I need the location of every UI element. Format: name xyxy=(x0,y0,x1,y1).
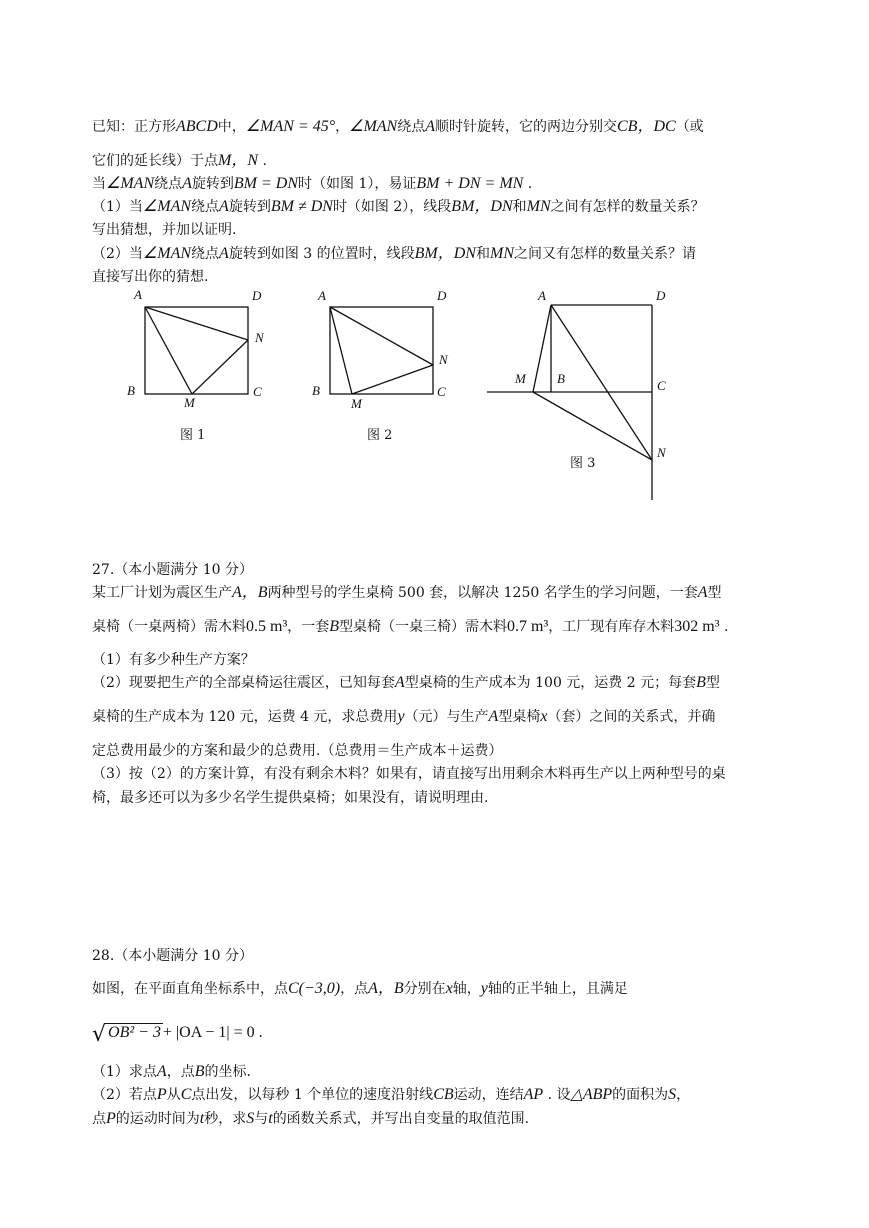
q28-part-1: （1）求点A，点B的坐标. xyxy=(92,1063,251,1080)
q26-part-1-line-1: （1）当∠MAN绕点A旋转到BM ≠ DN时（如图 2），线段BM，DN和MN之间有怎样的数量关系？ xyxy=(92,198,705,215)
fig3-caption: 图 3 xyxy=(570,456,596,471)
q28-header: 28.（本小题满分 10 分） xyxy=(92,948,253,964)
q27-line-1: 某工厂计划为震区生产A，B两种型号的学生桌椅 500 套，以解决 1250 名学生的学习问题，一套A型 xyxy=(92,584,722,601)
q26-line-3: 当∠MAN绕点A旋转到BM = DN时（如图 1），易证BM + DN = MN . xyxy=(92,175,533,192)
fig1-label-C: C xyxy=(253,384,262,399)
q27-part-2-line-3: 定总费用最少的方案和最少的总费用.（总费用＝生产成本＋运费） xyxy=(92,743,503,759)
fig2-label-N: N xyxy=(439,352,448,367)
fig3-line-AN xyxy=(551,305,652,460)
q26-part-2-line-2: 直接写出你的猜想. xyxy=(92,269,209,285)
fig1-square xyxy=(145,307,248,394)
fig3-label-A: A xyxy=(538,288,546,303)
q27-part-1: （1）有多少种生产方案？ xyxy=(92,652,255,668)
fig1-label-A: A xyxy=(134,287,142,302)
figures-svg xyxy=(0,0,869,520)
fig2-label-A: A xyxy=(318,288,326,303)
fig2-label-D: D xyxy=(437,288,447,303)
q26-part-1-line-2: 写出猜想，并加以证明. xyxy=(92,222,237,238)
q27-part-3-line-2: 椅，最多还可以为多少名学生提供桌椅；如果没有，请说明理由. xyxy=(92,790,489,806)
figure-2 xyxy=(330,307,433,394)
fig1-label-M: M xyxy=(184,395,195,410)
fig2-line-MN xyxy=(352,365,433,394)
fig2-label-C: C xyxy=(437,384,446,399)
fig2-label-B: B xyxy=(312,383,320,398)
q28-line-1: 如图，在平面直角坐标系中，点C(−3,0)，点A，B分别在x轴，y轴的正半轴上，且满足 xyxy=(92,980,628,997)
q28-part-2-line-2: 点P的运动时间为t秒，求S与t的函数关系式，并写出自变量的取值范围. xyxy=(92,1110,530,1127)
fig3-label-C: C xyxy=(657,378,666,393)
fig2-line-AN xyxy=(330,307,433,365)
sqrt-expression: √ OB² − 3 xyxy=(92,1022,161,1047)
q27-part-2-line-2: 桌椅的生产成本为 120 元，运费 4 元，求总费用y（元）与生产A型桌椅x（套）之间的关系式，并确 xyxy=(92,708,716,725)
q28-equation: √ OB² − 3 + |OA − 1| = 0 . xyxy=(92,1022,263,1047)
fig1-line-MN xyxy=(192,340,248,394)
fig3-label-N: N xyxy=(657,445,666,460)
fig1-label-D: D xyxy=(252,288,262,303)
fig3-line-AM xyxy=(533,305,551,392)
fig3-line-MN xyxy=(533,392,652,460)
q27-part-2-line-1: （2）现要把生产的全部桌椅运往震区，已知每套A型桌椅的生产成本为 100 元，运费 2 元；每套B型 xyxy=(92,674,720,691)
q27-part-3-line-1: （3）按（2）的方案计算，有没有剩余木料？如果有，请直接写出用剩余木料再生产以上两种型号的桌 xyxy=(92,766,726,782)
fig1-caption: 图 1 xyxy=(180,428,206,443)
fig1-label-B: B xyxy=(127,383,135,398)
fig1-label-N: N xyxy=(255,330,264,345)
q27-line-2: 桌椅（一桌两椅）需木料0.5 m³，一套B型桌椅（一桌三椅）需木料0.7 m³，工厂现有库存木料302 m³ . xyxy=(92,618,729,635)
q27-header: 27.（本小题满分 10 分） xyxy=(92,562,253,578)
fig2-line-AM xyxy=(330,307,352,394)
fig2-square xyxy=(330,307,433,394)
fig2-label-M: M xyxy=(351,396,362,411)
fig2-caption: 图 2 xyxy=(367,428,393,443)
radical-sign-icon: √ xyxy=(92,1022,107,1047)
fig3-label-M: M xyxy=(515,371,526,386)
fig3-label-B: B xyxy=(557,371,565,386)
figure-1 xyxy=(145,307,248,394)
q26-part-2-line-1: （2）当∠MAN绕点A旋转到如图 3 的位置时，线段BM，DN和MN之间又有怎样的数量关系？请 xyxy=(92,245,696,262)
fig3-label-D: D xyxy=(656,288,666,303)
q26-line-1: 已知：正方形ABCD中，∠MAN = 45°，∠MAN绕点A顺时针旋转，它的两边分别交CB，DC（或 xyxy=(92,118,704,135)
q28-part-2-line-1: （2）若点P从C点出发，以每秒 1 个单位的速度沿射线CB运动，连结AP . 设△ABP的面积为S， xyxy=(92,1086,691,1103)
q26-line-2: 它们的延长线）于点M，N . xyxy=(92,152,267,169)
